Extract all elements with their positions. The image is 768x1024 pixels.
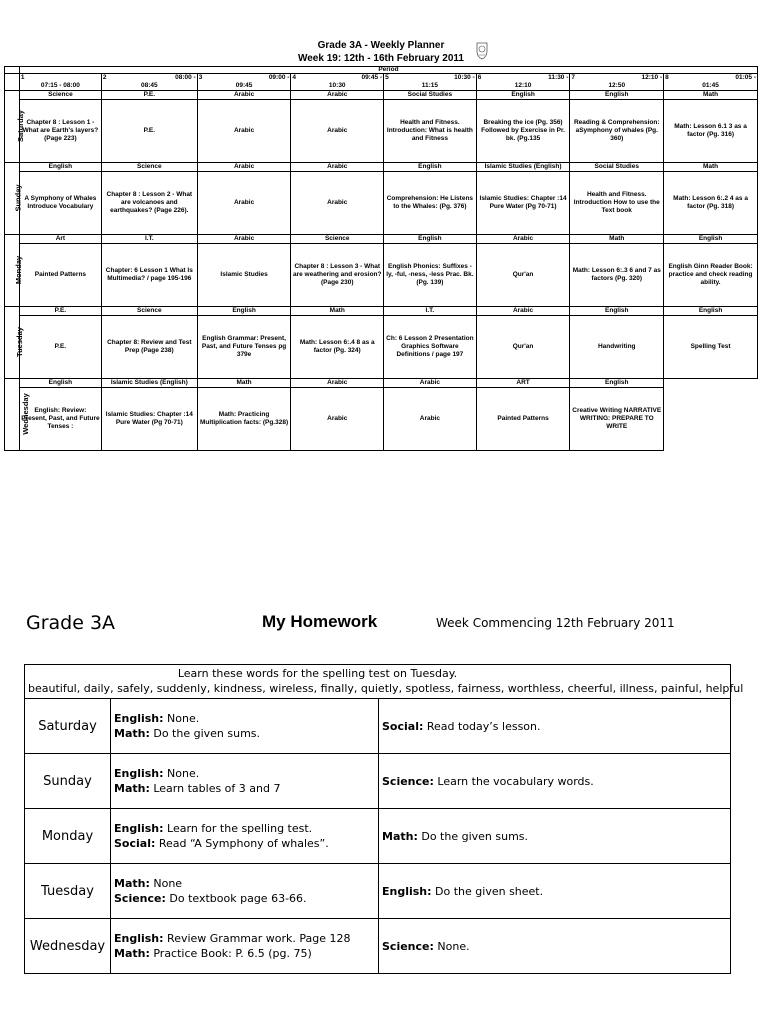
subject-cell: Math	[197, 379, 291, 388]
lesson-cell: Spelling Test	[664, 316, 758, 379]
homework-day: Tuesday	[25, 864, 111, 919]
subject-cell: Arabic	[197, 235, 291, 244]
period-end: 09:45	[235, 82, 253, 89]
lesson-row	[5, 388, 758, 451]
lesson-cell: Arabic	[384, 388, 477, 451]
homework-row	[25, 809, 731, 864]
planner-day-cell	[5, 235, 24, 307]
spelling-title: Learn these words for the spelling test on Tuesday.	[177, 667, 458, 680]
period-header-row	[5, 67, 758, 74]
subject-cell: English	[197, 307, 291, 316]
lesson-cell: Qur'an	[476, 244, 570, 307]
subject-cell: English	[570, 307, 664, 316]
homework-left-cell	[111, 809, 379, 864]
lesson-row	[5, 316, 758, 379]
homework-row	[25, 754, 731, 809]
subject-row	[5, 235, 758, 244]
period-start: 09:45 -	[361, 74, 383, 81]
spelling-cell	[25, 665, 744, 699]
period-time-cell	[197, 74, 291, 91]
homework-entry	[114, 781, 375, 796]
lesson-cell: Painted Patterns	[476, 388, 570, 451]
planner-week: Week 19: 12th - 16th February 2011	[297, 53, 464, 64]
subject-cell: English	[664, 235, 758, 244]
subject-cell: Social Studies	[384, 91, 477, 100]
period-end: 07:15 - 08:00	[40, 82, 80, 89]
homework-day: Monday	[25, 809, 111, 864]
subject-cell: Science	[291, 235, 384, 244]
planner-day-cell	[5, 91, 26, 163]
lesson-cell: P.E.	[19, 316, 101, 379]
subject-label: English:	[114, 822, 164, 835]
subject-label: Math:	[114, 727, 150, 740]
subject-label: Science:	[114, 892, 166, 905]
homework-text: Do the given sums.	[149, 727, 261, 740]
period-end: 11:15	[421, 82, 439, 89]
subject-label: Social:	[382, 719, 424, 733]
period-start: 10:30 -	[454, 74, 475, 81]
lesson-cell: Chapter 8: Review and Test Prep (Page 238)	[101, 316, 197, 379]
homework-entry	[114, 891, 375, 906]
subject-cell: Arabic	[384, 379, 477, 388]
homework-entry	[382, 829, 727, 844]
subject-cell: Math	[570, 235, 664, 244]
period-start: 11:30 -	[548, 74, 569, 81]
period-end: 12:10	[514, 82, 532, 89]
subject-cell: Science	[101, 307, 197, 316]
period-time-cell	[291, 74, 384, 91]
subject-cell: Arabic	[476, 235, 570, 244]
subject-cell: Science	[19, 91, 101, 100]
lesson-cell: English Grammar: Present, Past, and Future Tenses pg 379e	[197, 316, 291, 379]
subject-cell: ART	[476, 379, 570, 388]
subject-label: English:	[114, 712, 164, 725]
period-end: 01:45	[702, 82, 719, 89]
period-label: Period	[19, 67, 757, 74]
lesson-cell: English Phonics: Suffixes -ly, -ful, -ness, -less Prac. Bk. (Pg. 139)	[384, 244, 477, 307]
period-time-cell	[664, 74, 758, 91]
homework-row	[25, 864, 731, 919]
homework-entry	[114, 726, 375, 741]
subject-row	[5, 379, 758, 388]
homework-table	[24, 664, 744, 974]
subject-cell: Art	[19, 235, 101, 244]
period-number: 8	[665, 74, 669, 81]
period-number: 3	[198, 74, 203, 81]
homework-text: Review Grammar work. Page 128	[163, 932, 351, 945]
homework-entry	[114, 836, 375, 851]
lesson-cell: English: Review: Present, Past, and Future Tenses :	[19, 388, 101, 451]
period-time-cell	[19, 74, 101, 91]
lesson-cell: Ch: 6 Lesson 2 Presentation Graphics Software Definitions / page 197	[384, 316, 477, 379]
subject-label: Math:	[114, 782, 150, 795]
subject-label: Math:	[114, 877, 150, 890]
period-end: 10:30	[328, 82, 346, 89]
homework-entry	[382, 884, 727, 899]
homework-text: Read “A Symphony of whales”.	[155, 837, 329, 850]
lesson-cell: English Ginn Reader Book: practice and check reading ability.	[664, 244, 758, 307]
subject-cell: Arabic	[291, 163, 384, 172]
homework-text: None.	[163, 767, 200, 780]
lesson-cell: A Symphony of Whales Introduce Vocabulary	[19, 172, 101, 235]
period-time-cell	[476, 74, 570, 91]
planner-day-cell	[5, 307, 24, 379]
homework-title: My Homework	[262, 612, 378, 631]
homework-entry	[114, 931, 375, 946]
homework-right-cell	[379, 864, 731, 919]
subject-cell: English	[476, 91, 570, 100]
homework-text: None	[149, 877, 183, 890]
subject-cell: Arabic	[291, 379, 384, 388]
period-end: 12:50	[608, 82, 626, 89]
lesson-cell: Chapter: 6 Lesson 1 What Is Multimedia? / page 195-196	[101, 244, 197, 307]
homework-entry	[114, 821, 375, 836]
subject-cell: Science	[101, 163, 197, 172]
period-number: 2	[102, 74, 107, 81]
lesson-cell: Math: Lesson 6:.3 6 and 7 as factors (Pg. 320)	[570, 244, 664, 307]
homework-day: Wednesday	[25, 919, 111, 974]
period-time-cell	[101, 74, 197, 91]
subject-cell: P.E.	[101, 91, 197, 100]
lesson-cell: Health and Fitness. Introduction How to use the Text book	[570, 172, 664, 235]
lesson-cell: Health and Fitness. Introduction: What is health and Fitness	[384, 100, 477, 163]
period-start: 01:05 -	[735, 74, 756, 81]
lesson-cell: Islamic Studies: Chapter :14 Pure Water (Pg 70-71)	[101, 388, 197, 451]
corner-cell	[5, 74, 20, 91]
lesson-cell: Arabic	[197, 172, 291, 235]
subject-cell: Math	[664, 163, 758, 172]
homework-text: Practice Book: P. 6.5 (pg. 75)	[149, 947, 312, 960]
period-end: 08:45	[140, 82, 158, 89]
lesson-cell: Math: Lesson 6:.4 8 as a factor (Pg. 324)	[291, 316, 384, 379]
lesson-cell: Chapter 8 : Lesson 2 - What are volcanoes and earthquakes? (Page 226).	[101, 172, 197, 235]
subject-cell: Islamic Studies (English)	[476, 163, 570, 172]
subject-cell: English	[570, 91, 664, 100]
homework-entry	[114, 946, 375, 961]
period-start: 08:00 -	[175, 74, 196, 81]
spelling-words: beautiful, daily, safely, suddenly, kindness, wireless, finally, quietly, spotless, fairness, worthless, cheerful, illness, painful, helpful	[28, 682, 744, 695]
planner-day-label: Wednesday	[20, 393, 30, 435]
homework-text: Learn tables of 3 and 7	[149, 782, 281, 795]
homework-left-cell	[111, 864, 379, 919]
planner-day-cell	[5, 379, 30, 451]
subject-cell: I.T.	[384, 307, 477, 316]
subject-label: English:	[382, 884, 432, 898]
lesson-cell	[664, 388, 758, 451]
lesson-cell: Handwriting	[570, 316, 664, 379]
planner-day-label: Tuesday	[14, 327, 24, 357]
lesson-row	[5, 100, 758, 163]
lesson-cell: Breaking the ice (Pg. 356) Followed by Exercise in Pr. bk. (Pg.135	[476, 100, 570, 163]
lesson-cell: Arabic	[291, 172, 384, 235]
period-time-cell	[384, 74, 477, 91]
lesson-cell: Islamic Studies: Chapter :14 Pure Water (Pg 70-71)	[476, 172, 570, 235]
homework-row	[25, 919, 731, 974]
subject-cell: English	[384, 235, 477, 244]
period-number: 1	[20, 74, 25, 81]
subject-cell: Social Studies	[570, 163, 664, 172]
lesson-cell: Reading & Comprehension: aSymphony of whales (Pg. 360)	[570, 100, 664, 163]
subject-cell: I.T.	[101, 235, 197, 244]
lesson-cell: Chapter 8 : Lesson 3 - What are weathering and erosion? (Page 230)	[291, 244, 384, 307]
homework-text: Read today’s lesson.	[423, 719, 541, 733]
subject-cell: English	[19, 379, 101, 388]
subject-label: Science:	[382, 939, 434, 953]
homework-entry	[114, 766, 375, 781]
period-time-cell	[570, 74, 664, 91]
homework-text: Learn for the spelling test.	[163, 822, 313, 835]
subject-cell	[664, 379, 758, 388]
homework-text: Do the given sums.	[417, 829, 529, 843]
subject-cell: Islamic Studies (English)	[101, 379, 197, 388]
homework-week: Week Commencing 12th February 2011	[436, 616, 675, 630]
homework-entry	[382, 774, 727, 789]
period-start: 09:00 -	[268, 74, 290, 81]
homework-text: Do textbook page 63-66.	[165, 892, 307, 905]
homework-left-cell	[111, 699, 379, 754]
homework-grade: Grade 3A	[26, 612, 116, 634]
planner-day-label: Sunday	[13, 184, 23, 212]
period-number: 6	[477, 74, 482, 81]
homework-text: Learn the vocabulary words.	[433, 774, 594, 788]
subject-cell: P.E.	[19, 307, 101, 316]
school-seal-icon	[474, 40, 490, 60]
subject-cell: English	[664, 307, 758, 316]
lesson-row	[5, 172, 758, 235]
subject-cell: English	[384, 163, 477, 172]
homework-entry	[114, 711, 375, 726]
lesson-cell: Qur'an	[476, 316, 570, 379]
subject-cell: English	[19, 163, 101, 172]
lesson-cell: Comprehension: He Listens to the Whales: (Pg. 376)	[384, 172, 477, 235]
subject-label: English:	[114, 767, 164, 780]
lesson-cell: Math: Practicing Multiplication facts: (Pg.328)	[197, 388, 291, 451]
period-number: 4	[292, 74, 297, 81]
lesson-row	[5, 244, 758, 307]
homework-row	[25, 699, 731, 754]
subject-row	[5, 163, 758, 172]
subject-label: Math:	[382, 829, 418, 843]
subject-row	[5, 307, 758, 316]
lesson-cell: Math: Lesson 6.1 3 as a factor (Pg. 316)	[664, 100, 758, 163]
corner-cell	[5, 67, 20, 74]
homework-right-cell	[379, 699, 731, 754]
subject-label: English:	[114, 932, 164, 945]
homework-text: None.	[433, 939, 470, 953]
subject-label: Math:	[114, 947, 150, 960]
homework-entry	[114, 876, 375, 891]
subject-cell: English	[570, 379, 664, 388]
lesson-cell: Math: Lesson 6:.2 4 as a factor (Pg. 318)	[664, 172, 758, 235]
lesson-cell: P.E.	[101, 100, 197, 163]
planner-day-label: Monday	[14, 255, 24, 285]
period-times-row	[5, 74, 758, 91]
period-number: 5	[385, 74, 389, 81]
homework-left-cell	[111, 919, 379, 974]
period-number: 7	[571, 74, 576, 81]
subject-label: Science:	[382, 774, 434, 788]
subject-cell: Math	[664, 91, 758, 100]
lesson-cell: Chapter 8 : Lesson 1 - What are Earth's layers? (Page 223)	[19, 100, 101, 163]
lesson-cell: Painted Patterns	[19, 244, 101, 307]
planner-day-label: Saturday	[16, 109, 26, 143]
homework-right-cell	[379, 754, 731, 809]
subject-cell: Math	[291, 307, 384, 316]
homework-left-cell	[111, 754, 379, 809]
planner-table	[4, 66, 758, 451]
lesson-cell: Islamic Studies	[197, 244, 291, 307]
subject-cell: Arabic	[476, 307, 570, 316]
homework-day: Saturday	[25, 699, 111, 754]
homework-text: Do the given sheet.	[431, 884, 544, 898]
homework-text: None.	[163, 712, 200, 725]
homework-entry	[382, 719, 727, 734]
homework-right-cell	[379, 919, 731, 974]
planner-title: Grade 3A - Weekly Planner	[317, 40, 445, 51]
homework-right-cell	[379, 809, 731, 864]
period-start: 12:10 -	[641, 74, 663, 81]
lesson-cell: Arabic	[291, 388, 384, 451]
homework-entry	[382, 939, 727, 954]
subject-cell: Arabic	[291, 91, 384, 100]
planner-day-cell	[5, 163, 23, 235]
lesson-cell: Arabic	[197, 100, 291, 163]
subject-row	[5, 91, 758, 100]
lesson-cell: Arabic	[291, 100, 384, 163]
spelling-row	[25, 665, 731, 699]
subject-cell: Arabic	[197, 91, 291, 100]
homework-day: Sunday	[25, 754, 111, 809]
subject-cell: Arabic	[197, 163, 291, 172]
lesson-cell: Creative Writing NARRATIVE WRITING: PREPARE TO WRITE	[570, 388, 664, 451]
subject-label: Social:	[114, 837, 156, 850]
